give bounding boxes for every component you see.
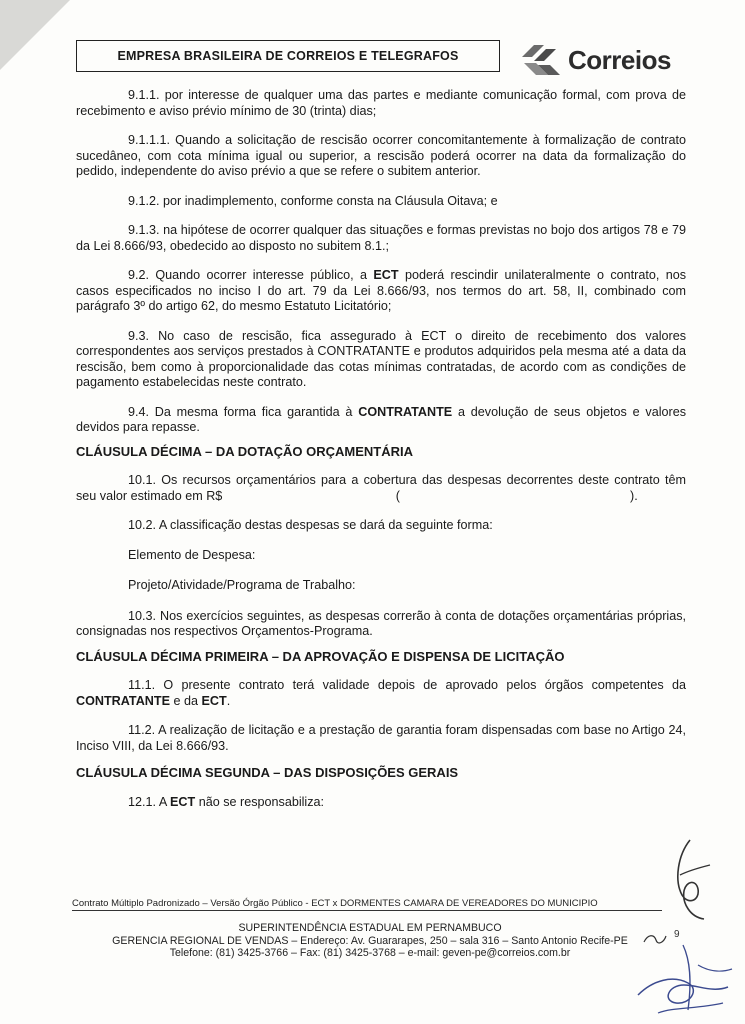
footer-contract-line: Contrato Múltiplo Padronizado – Versão Órgão Público - ECT x DORMENTES CAMARA DE VEREADORES DO MUNICIPIO	[72, 898, 598, 909]
company-header-box	[76, 40, 500, 72]
page-number: 9	[674, 929, 680, 940]
expense-element-label: Elemento de Despesa:	[128, 547, 256, 562]
correios-logo-icon	[520, 43, 562, 77]
clause-11-1: 11.1. O presente contrato terá validade depois de aprovado pelos órgãos competentes da CONTRATANTE e da ECT.	[76, 678, 686, 708]
work-program-label: Projeto/Atividade/Programa de Trabalho:	[128, 578, 356, 592]
clause-10-3: 10.3. Nos exercícios seguintes, as despesas correrão à conta de dotações orçamentárias próprias, consignadas nos respectivos Orçamentos-Programa.	[76, 608, 686, 638]
footer-superintendence: SUPERINTENDÊNCIA ESTADUAL EM PERNAMBUCO	[238, 922, 502, 934]
clause-9-1-1: 9.1.1. por interesse de qualquer uma das partes e mediante comunicação formal, com prova de recebimento e aviso prévio mínimo de 30 (trinta) dias;	[76, 88, 686, 118]
clause-9-3: 9.3. No caso de rescisão, fica assegurado à ECT o direito de recebimento dos valores correspondentes aos serviços prestados à CONTRATANTE e produtos adquiridos pela mesma até a data da rescisão, bem como à proporcionalidade das cotas mínimas contratadas, de acordo com as condições de pagamento estabelecidas neste contrato.	[76, 328, 686, 389]
clause-11-2: 11.2. A realização de licitação e a prestação de garantia foram dispensadas com base no Artigo 24, Inciso VIII, da Lei 8.666/93.	[76, 723, 686, 753]
clause-9-1-1-1: 9.1.1.1. Quando a solicitação de rescisão ocorrer concomitantemente à formalização de contrato sucedâneo, com cota mínima igual ou superior, a rescisão poderá ocorrer na data da formalização do pedido, independente do aviso prévio a que se refere o subitem anterior.	[76, 133, 686, 178]
clause-12-1: 12.1. A ECT não se responsabiliza:	[128, 794, 325, 809]
correios-logo-text: Correios	[568, 44, 671, 75]
clause-9-2: 9.2. Quando ocorrer interesse público, a ECT poderá rescindir unilateralmente o contrato, nos casos especificados no inciso I do art. 79 da Lei 8.666/93, nos termos do art. 58, II, combinado com parágrafo 3º do artigo 62, do mesmo Estatuto Licitatório;	[76, 268, 686, 313]
value-close-paren: ).	[630, 488, 638, 503]
clause-ten-heading: CLÁUSULA DÉCIMA – DA DOTAÇÃO ORÇAMENTÁRIA	[76, 443, 414, 459]
footer-address-block	[90, 922, 650, 960]
clause-eleven-heading: CLÁUSULA DÉCIMA PRIMEIRA – DA APROVAÇÃO E DISPENSA DE LICITAÇÃO	[76, 648, 565, 664]
company-name: EMPRESA BRASILEIRA DE CORREIOS E TELEGRAFOS	[117, 49, 459, 63]
signature-mark-small	[640, 928, 670, 948]
correios-logo	[520, 40, 690, 80]
clause-9-1-2: 9.1.2. por inadimplemento, conforme consta na Cláusula Oitava; e	[128, 193, 498, 208]
page-fold-corner	[0, 0, 70, 70]
signature-initials-top	[660, 835, 720, 925]
footer-divider	[72, 910, 662, 911]
footer-address: GERENCIA REGIONAL DE VENDAS – Endereço: Av. Guararapes, 250 – sala 316 – Santo Antonio Recife-PE	[112, 934, 628, 947]
footer-contact: Telefone: (81) 3425-3766 – Fax: (81) 3425-3768 – e-mail: geven-pe@correios.com.br	[169, 947, 571, 959]
clause-10-2: 10.2. A classificação destas despesas se dará da seguinte forma:	[128, 518, 493, 532]
clause-9-1-3: 9.1.3. na hipótese de ocorrer qualquer das situações e formas previstas no bojo dos artigos 78 e 79 da Lei 8.666/93, obedecido ao disposto no subitem 8.1.;	[76, 223, 686, 253]
value-open-paren: (	[395, 488, 400, 503]
clause-twelve-heading: CLÁUSULA DÉCIMA SEGUNDA – DAS DISPOSIÇÕES GERAIS	[76, 765, 459, 780]
contract-body	[76, 88, 686, 810]
clause-9-4: 9.4. Da mesma forma fica garantida à CONTRATANTE a devolução de seus objetos e valores devidos para repasse.	[76, 404, 686, 434]
clause-10-1: 10.1. Os recursos orçamentários para a cobertura das despesas decorrentes deste contrato têm seu valor estimado em R$ ( ).	[76, 473, 686, 503]
